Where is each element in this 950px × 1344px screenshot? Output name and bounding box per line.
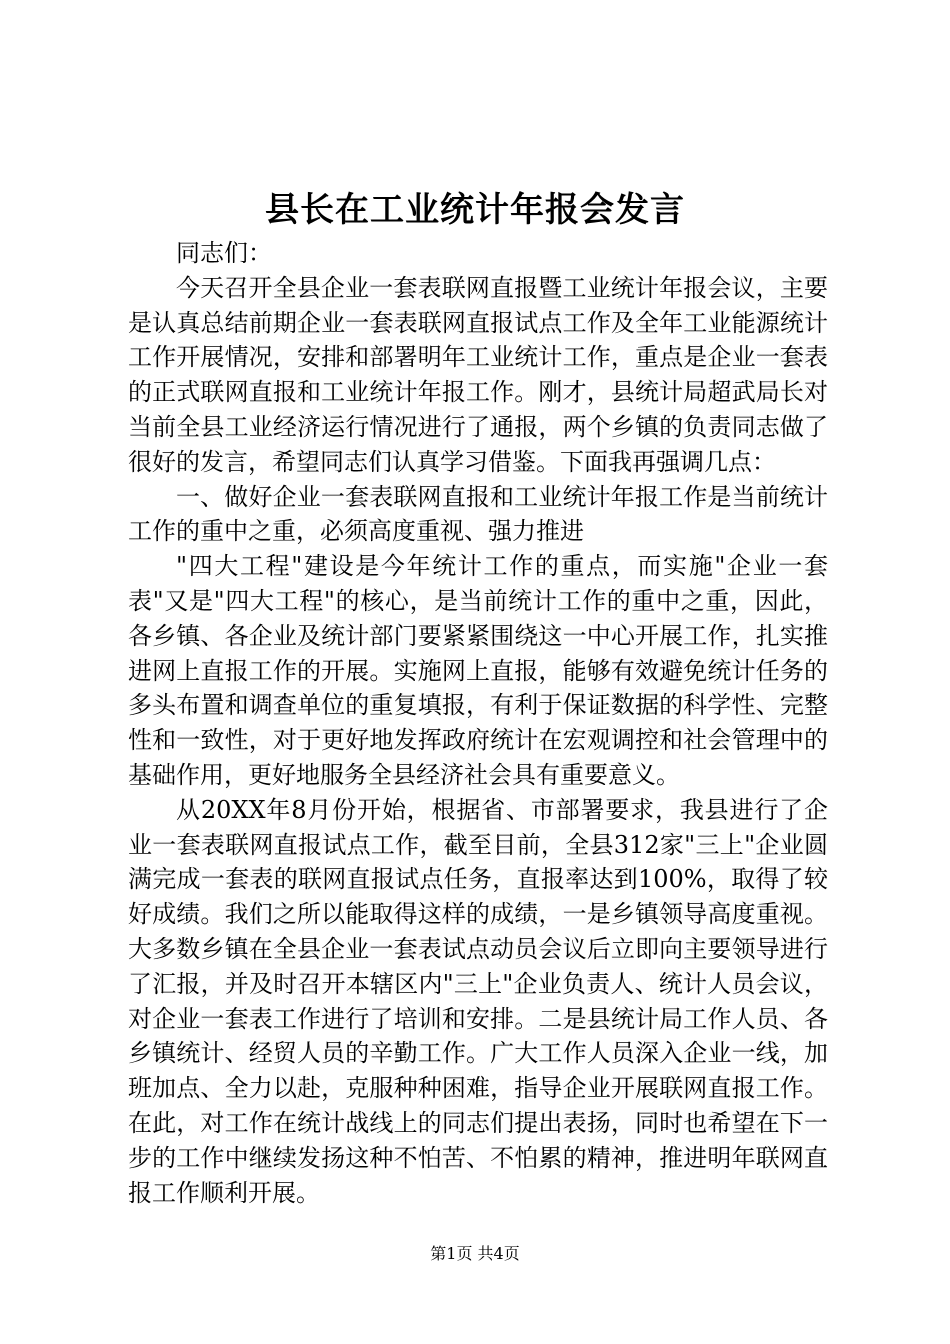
body-paragraph: "四大工程"建设是今年统计工作的重点，而实施"企业一套表"又是"四大工程"的核心，是当前统计工作的重中之重，因此，各乡镇、各企业及统计部门要紧紧围绕这一中心开展工作，扎实推进网上直报工作的开展。实施网上直报，能够有效避免统计任务的多头布置和调查单位的重复填报，有利于保证数据的科学性、完整性和一致性，对于更好地发挥政府统计在宏观调控和社会管理中的基础作用，更好地服务全县经济社会具有重要意义。 xyxy=(128,552,828,789)
salutation-paragraph: 同志们： xyxy=(176,239,272,267)
body-paragraph: 今天召开全县企业一套表联网直报暨工业统计年报会议，主要是认真总结前期企业一套表联网直报试点工作及全年工业能源统计工作开展情况，安排和部署明年工业统计工作，重点是企业一套表的正式联网直报和工业统计年报工作。刚才，县统计局超武局长对当前全县工业经济运行情况进行了通报，两个乡镇的负责同志做了很好的发言，希望同志们认真学习借鉴。下面我再强调几点： xyxy=(128,273,828,476)
page-number-footer: 第1页 共4页 xyxy=(430,1244,520,1263)
section-heading-paragraph: 一、做好企业一套表联网直报和工业统计年报工作是当前统计工作的重中之重，必须高度重视、强力推进 xyxy=(128,482,828,546)
document-title: 县长在工业统计年报会发言 xyxy=(265,190,685,230)
body-paragraph: 从20XX年8月份开始，根据省、市部署要求，我县进行了企业一套表联网直报试点工作，截至目前，全县312家"三上"企业圆满完成一套表的联网直报试点任务，直报率达到100%，取得了较好成绩。我们之所以能取得这样的成绩，一是乡镇领导高度重视。大多数乡镇在全县企业一套表试点动员会议后立即向主要领导进行了汇报，并及时召开本辖区内"三上"企业负责人、统计人员会议，对企业一套表工作进行了培训和安排。二是县统计局工作人员、各乡镇统计、经贸人员的辛勤工作。广大工作人员深入企业一线，加班加点、全力以赴，克服种种困难，指导企业开展联网直报工作。在此，对工作在统计战线上的同志们提出表扬，同时也希望在下一步的工作中继续发扬这种不怕苦、不怕累的精神，推进明年联网直报工作顺利开展。 xyxy=(128,795,828,1207)
document-body xyxy=(128,236,828,1210)
